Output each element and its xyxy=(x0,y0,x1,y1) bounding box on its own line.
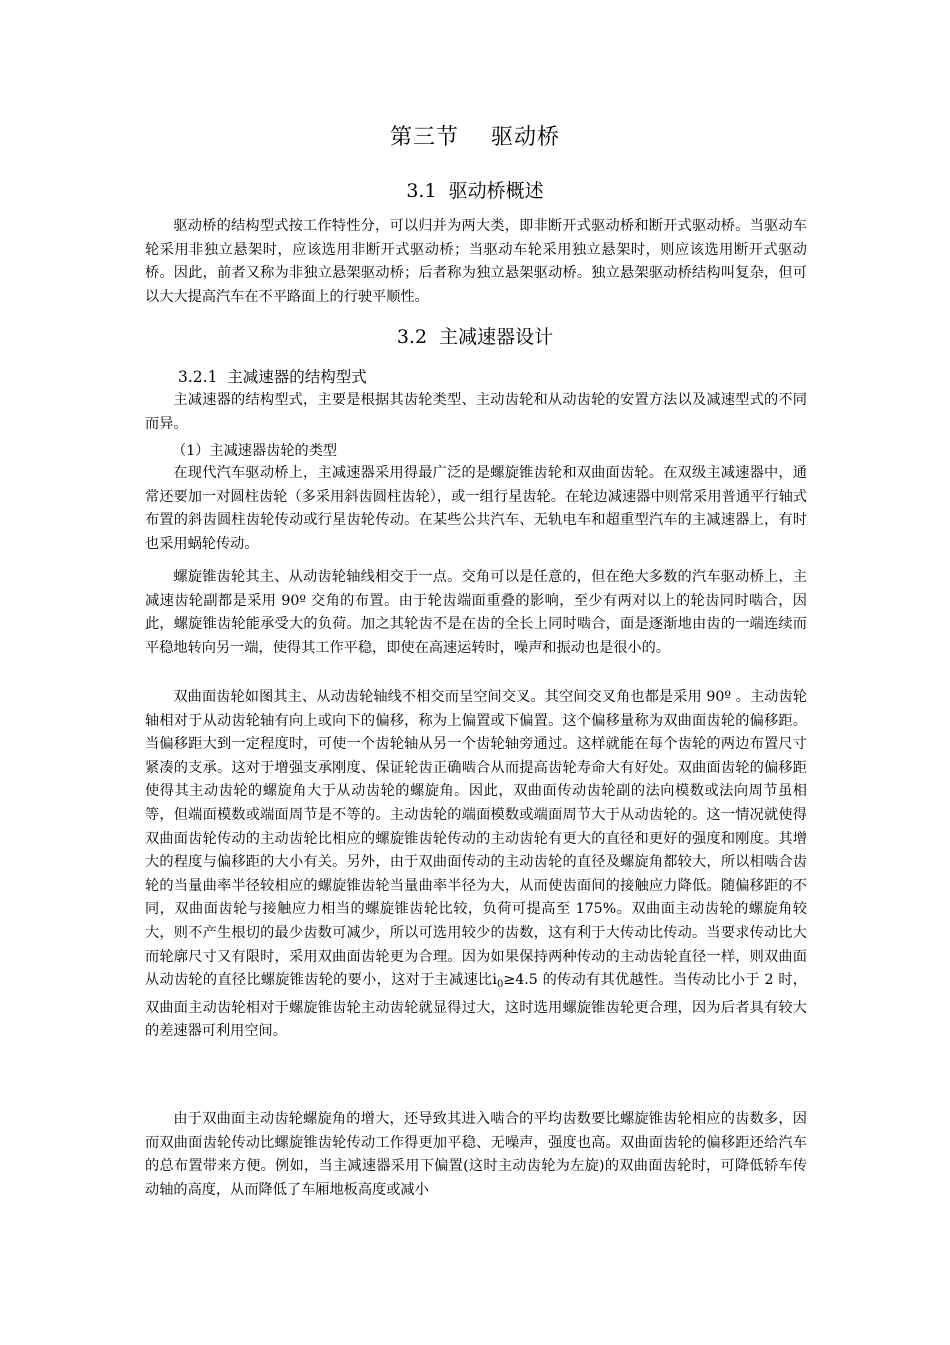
paragraph-gear-types: 在现代汽车驱动桥上，主减速器采用得最广泛的是螺旋锥齿轮和双曲面齿轮。在双级主减速器中，通常还要加一对圆柱齿轮（多采用斜齿圆柱齿轮），或一组行星齿轮。在轮边减速器中则常采用普通平行轴式布置的斜齿圆柱齿轮传动或行星齿轮传动。在某些公共汽车、无轨电车和超重型汽车的主减速器上，有时也采用蜗轮传动。 xyxy=(145,465,807,552)
paragraph-hypoid xyxy=(145,686,807,1044)
paragraph-3-1: 驱动桥的结构型式按工作特性分，可以归并为两大类，即非断开式驱动桥和断开式驱动桥。当驱动车轮采用非独立悬架时，应该选用非断开式驱动桥；当驱动车轮采用独立悬架时，则应该选用断开式驱动桥。因此，前者又称为非独立悬架驱动桥；后者称为独立悬架驱动桥。独立悬架驱动桥结构叫复杂，但可以大大提高汽车在不平路面上的行驶平顺性。 xyxy=(145,218,807,305)
paragraph-hypoid-text-b: ≥4.5 的传动有其优越性。当传动比小于 2 时，双曲面主动齿轮相对于螺旋锥齿轮主动齿轮就显得过大，这时选用螺旋锥齿轮更合理，因为后者具有较大的差速器可利用空间。 xyxy=(145,972,807,1040)
heading-3-2-1: 3.2.1 主减速器的结构型式 xyxy=(178,368,367,386)
subscript-zero: 0 xyxy=(496,979,504,991)
paragraph-intro: 主减速器的结构型式，主要是根据其齿轮类型、主动齿轮和从动齿轮的安置方法以及减速型式的不同而异。 xyxy=(145,392,807,432)
paragraph-spiral-bevel: 螺旋锥齿轮其主、从动齿轮轴线相交于一点。交角可以是任意的，但在绝大多数的汽车驱动桥上，主减速齿轮副都是采用 90º 交角的布置。由于轮齿端面重叠的影响，至少有两对以上的轮齿同时啮合，因此，螺旋锥齿轮能承受大的负荷。加之其轮齿不是在齿的全长上同时啮合，面是逐渐地由齿的一端连续而平稳地转向另一端，使得其工作平稳，即使在高速运转时，噪声和振动也是很小的。 xyxy=(145,569,807,656)
section-title: 第三节 驱动桥 xyxy=(390,125,560,150)
paragraph-hypoid-advantages: 由于双曲面主动齿轮螺旋角的增大，还导致其进入啮合的平均齿数要比螺旋锥齿轮相应的齿数多，因而双曲面齿轮传动比螺旋锥齿轮传动工作得更加平稳、无噪声，强度也高。双曲面齿轮的偏移距还给汽车的总布置带来方便。例如，当主减速器采用下偏置(这时主动齿轮为左旋)的双曲面齿轮时，可降低轿车传动轴的高度，从而降低了车厢地板高度或减小 xyxy=(145,1111,807,1198)
paragraph-hypoid-text-a: 双曲面齿轮如图其主、从动齿轮轴线不相交而呈空间交叉。其空间交叉角也都是采用 90º 。主动齿轮轴相对于从动齿轮轴有向上或向下的偏移，称为上偏置或下偏置。这个偏移量称为双曲面齿轮的偏移距。当偏移距大到一定程度时，可使一个齿轮轴从另一个齿轮轴旁通过。这样就能在每个齿轮的两边布置尺寸紧凑的支承。这对于增强支承刚度、保证轮齿正确啮合从而提高齿轮寿命大有好处。双曲面齿轮的偏移距使得其主动齿轮的螺旋角大于从动齿轮的螺旋角。因此，双曲面传动齿轮副的法向模数或法向周节虽相等，但端面模数或端面周节是不等的。主动齿轮的端面模数或端面周节大于从动齿轮的。这一情况就使得双曲面齿轮传动的主动齿轮比相应的螺旋锥齿轮传动的主动齿轮有更大的直径和更好的强度和刚度。其增大的程度与偏移距的大小有关。另外，由于双曲面传动的主动齿轮的直径及螺旋角都较大，所以相啮合齿轮的当量曲率半径较相应的螺旋锥齿轮当量曲率半径为大，从而使齿面间的接触应力降低。随偏移距的不同，双曲面齿轮与接触应力相当的螺旋锥齿轮比较，负荷可提高至 175%。双曲面主动齿轮的螺旋角较大，则不产生根切的最少齿数可减少，所以可选用较少的齿数，这有利于大传动比传动。当要求传动比大而轮廓尺寸又有限时，采用双曲面齿轮更为合理。因为如果保持两种传动的主动齿轮直径一样，则双曲面从动齿轮的直径比螺旋锥齿轮的要小，这对于主减速比i xyxy=(145,689,807,989)
heading-3-2: 3.2 主减速器设计 xyxy=(396,326,554,348)
list-item-gear-types: （1）主减速器齿轮的类型 xyxy=(172,443,338,459)
heading-3-1: 3.1 驱动桥概述 xyxy=(406,180,544,202)
